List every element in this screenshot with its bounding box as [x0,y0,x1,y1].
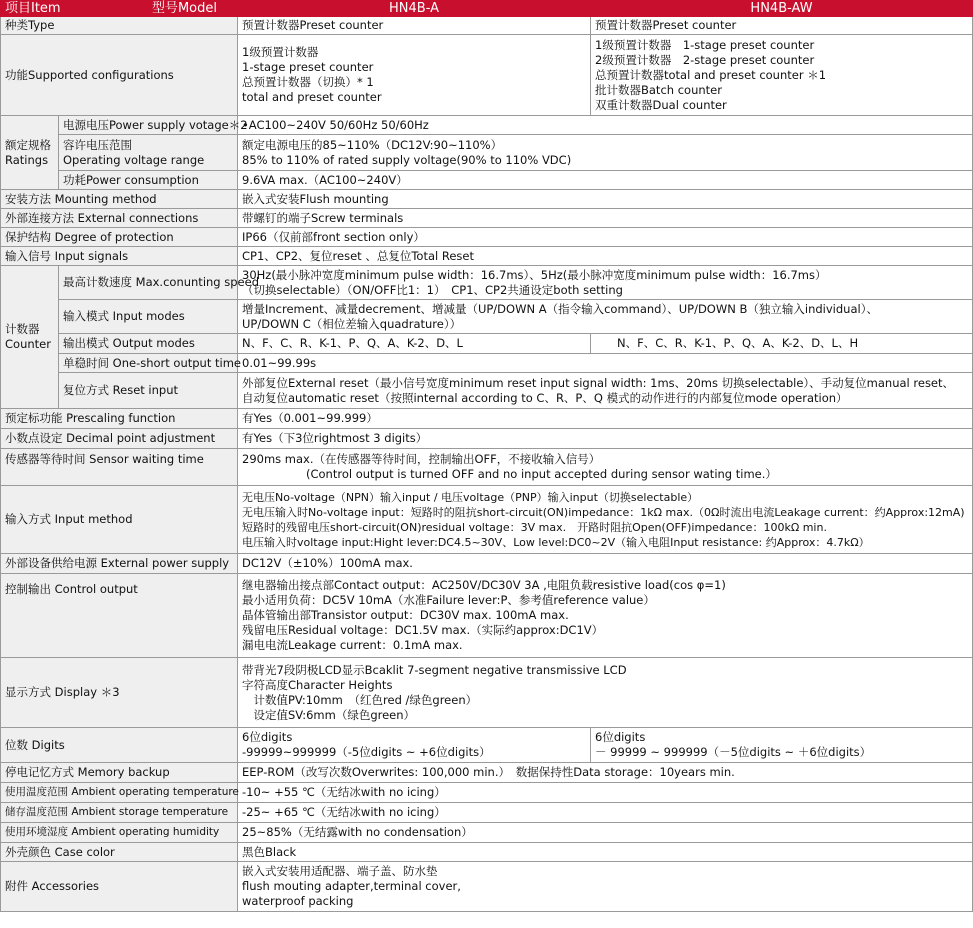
one-shot-value: 0.01~99.99s [238,354,973,373]
input-modes-label: 输入模式 Input modes [59,300,238,334]
decimal-point-label: 小数点设定 Decimal point adjustment [1,429,238,449]
accessories-label: 附件 Accessories [1,862,238,912]
type-label: 种类Type [1,17,238,35]
sensor-waiting-label: 传感器等待时间 Sensor waiting time [1,449,238,486]
header-item [1,1,238,17]
output-modes-label: 输出模式 Output modes [59,334,238,354]
row-amb-op-temp [1,783,973,803]
header-model-aw: HN4B-AW [591,1,973,17]
accessories-value [238,862,973,912]
voltage-range-value [238,135,973,171]
case-color-value: 黑色Black [238,843,973,862]
func-aw-line: 总预置计数器total and preset counter ＊1 [595,67,827,82]
counter-label [1,266,59,409]
header-model-a: HN4B-A [238,1,591,17]
row-output-modes [1,334,973,354]
digits-a-line: -99999~999999（-5位digits ~ +6位digits） [242,745,491,759]
row-prescaling [1,409,973,429]
prescaling-label: 预定标功能 Prescaling function [1,409,238,429]
mounting-value: 嵌入式安装Flush mounting [238,190,973,209]
input-signals-label: 输入信号 Input signals [1,247,238,266]
control-output-line: 继电器输出接点部Contact output：AC250V/DC30V 3A ,电阻负载resistive load(cos φ=1) [242,578,726,592]
func-a-line: total and preset counter [242,90,382,104]
power-consumption-value: 9.6VA max.（AC100~240V） [238,171,973,190]
func-aw-line: 批计数器Batch counter [595,82,722,97]
display-line: 字符高度Character Heights [242,677,393,692]
row-accessories [1,862,973,912]
memory-value: EEP-ROM（改写次数Overwrites: 100,000 min.） 数据保持性Data storage：10years min. [238,763,973,783]
control-output-line: 漏电电流Leakage current：0.1mA max. [242,638,463,652]
row-input-modes [1,300,973,334]
row-external-connections [1,209,973,228]
func-aw-line: 2级预置计数器 2-stage preset counter [595,52,815,67]
display-line: 计数值PV:10mm （红色red /绿色green） [242,692,478,707]
row-control-output [1,574,973,658]
amb-op-temp-label: 使用温度范围 Ambient operating temperature [1,783,238,803]
func-aw-line: 双重计数器Dual counter [595,97,727,112]
input-method-line: 短路时的残留电压short-circuit(ON)residual voltage：3V max. 开路时阻抗Open(OFF)impedance：100kΩ min. [242,520,827,534]
row-mounting [1,190,973,209]
counting-speed-value [238,266,973,300]
func-a-line: 1-stage preset counter [242,60,374,74]
control-output-line: 最小适用负荷：DC5V 10mA（水准Failure lever:P、参考值reference value） [242,593,655,607]
header-item-label: 项目Item [5,1,61,16]
display-line: 带背光7段阴极LCD显示Bcaklit 7-segment negative transmissive LCD [242,662,627,677]
input-method-line: 无电压No-voltage（NPN）输入input / 电压voltage（PNP）输入input（切换selectable） [242,490,699,504]
power-supply-label: 电源电压Power supply votage＊2 [59,116,238,135]
counter-label-en: Counter [5,337,51,351]
amb-st-temp-label: 储存温度范围 Ambient storage temperature [1,803,238,823]
voltage-range-line: 额定电源电压的85~110%（DC12V:90~110%） [242,137,503,152]
func-a [238,35,591,116]
voltage-range-label [59,135,238,171]
reset-input-value [238,373,973,409]
input-method-line: 电压输入时voltage input:Hight lever:DC4.5~30V、Low level:DC0~2V（输入电阻Input resistance: 约Approx：4.7kΩ） [242,535,870,549]
row-external-power [1,554,973,574]
digits-aw [591,728,973,763]
display-label: 显示方式 Display ＊3 [1,658,238,728]
control-output-value [238,574,973,658]
control-output-label: 控制输出 Control output [1,574,238,658]
input-method-line: 无电压输入时No-voltage input：短路时的阻抗short-circuit(ON)impedance：1kΩ max.（0Ω时流出电流Leakage current：约Approx:12mA) [242,505,965,519]
reset-input-line: 外部复位External reset（最小信号宽度minimum reset input signal width: 1ms、20ms 切换selectable）、手动复位manual reset、 [242,375,955,390]
control-output-line: 晶体管输出部Transistor output：DC30V max. 100mA max. [242,608,569,622]
amb-st-temp-value: -25~ +65 ℃（无结冰with no icing） [238,803,973,823]
row-memory [1,763,973,783]
table-header-row [1,1,973,17]
display-line: 设定值SV:6mm（绿色green） [242,707,416,722]
protection-label: 保护结构 Degree of protection [1,228,238,247]
row-decimal-point [1,429,973,449]
output-modes-a: N、F、C、R、K-1、P、Q、A、K-2、D、L [238,334,591,354]
counting-speed-label: 最高计数速度 Max.conunting speed [59,266,238,300]
output-modes-aw: N、F、C、R、K-1、P、Q、A、K-2、D、L、H [591,334,973,354]
func-a-line: 总预置计数器（切换）* 1 [242,75,374,89]
voltage-range-label-en: Operating voltage range [63,152,205,167]
row-counting-speed [1,266,973,300]
one-shot-label: 单稳时间 One-short output time [59,354,238,373]
func-a-line: 1级预置计数器 [242,45,319,59]
type-a: 预置计数器Preset counter [238,17,591,35]
row-amb-st-temp [1,803,973,823]
row-sensor-waiting [1,449,973,486]
reset-input-label: 复位方式 Reset input [59,373,238,409]
accessories-line: 嵌入式安装用适配器、端子盖、防水垫 [242,864,438,878]
input-modes-line: 增量Increment、减量decrement、增减量（UP/DOWN A（指令输入command）、UP/DOWN B（独立输入individual）、 [242,301,878,316]
memory-label: 停电记忆方式 Memory backup [1,763,238,783]
row-digits [1,728,973,763]
input-method-label: 输入方式 Input method [1,486,238,554]
row-input-method [1,486,973,554]
external-power-value: DC12V（±10%）100mA max. [238,554,973,574]
accessories-line: waterproof packing [242,894,354,908]
row-input-signals [1,247,973,266]
row-display [1,658,973,728]
row-power-supply [1,116,973,135]
func-aw [591,35,973,116]
row-power-consumption [1,171,973,190]
sensor-waiting-value [238,449,973,486]
func-aw-line: 1级预置计数器 1-stage preset counter [595,37,815,52]
control-output-line: 残留电压Residual voltage：DC1.5V max.（实际约approx:DC1V） [242,623,604,637]
digits-a [238,728,591,763]
prescaling-value: 有Yes（0.001~99.999） [238,409,973,429]
input-modes-line: UP/DOWN C（相位差输入quadrature）） [242,316,462,331]
voltage-range-line: 85% to 110% of rated supply voltage(90% to 110% VDC) [242,152,572,167]
type-aw: 预置计数器Preset counter [591,17,973,35]
power-supply-value: •AC100~240V 50/60Hz 50/60Hz [238,116,973,135]
amb-op-temp-value: -10~ +55 ℃（无结冰with no icing） [238,783,973,803]
func-label: 功能Supported configurations [1,35,238,116]
amb-humidity-value: 25~85%（无结露with no condensation） [238,823,973,843]
row-amb-humidity [1,823,973,843]
counting-speed-line: 30Hz(最小脉冲宽度minimum pulse width：16.7ms）、5Hz(最小脉冲宽度minimum pulse width：16.7ms） [242,267,827,282]
reset-input-line: 自动复位automatic reset（按照internal according to C、R、P、Q 模式的动作进行的内部复位mode operation） [242,390,848,405]
row-one-shot [1,354,973,373]
input-modes-value [238,300,973,334]
counting-speed-line: （切换selectable）（ON/OFF比1：1） CP1、CP2共通设定both setting [242,282,623,297]
ratings-label-en: Ratings [5,152,49,167]
row-voltage-range [1,135,973,171]
case-color-label: 外壳颜色 Case color [1,843,238,862]
header-model-label: 型号Model [151,1,217,16]
row-function [1,35,973,116]
power-consumption-label: 功耗Power consumption [59,171,238,190]
digits-a-line: 6位digits [242,730,293,744]
digits-label: 位数 Digits [1,728,238,763]
external-power-label: 外部设备供给电源 External power supply [1,554,238,574]
display-value [238,658,973,728]
accessories-line: flush mouting adapter,terminal cover, [242,879,461,893]
sensor-waiting-line: 290ms max.（在传感器等待时间，控制输出OFF，不接收输入信号） [242,452,601,466]
row-reset-input [1,373,973,409]
protection-value: IP66（仅前部front section only） [238,228,973,247]
ratings-label [1,116,59,190]
ext-conn-label: 外部连接方法 External connections [1,209,238,228]
voltage-range-label-cn: 容许电压范围 [63,137,132,152]
amb-humidity-label: 使用环境湿度 Ambient operating humidity [1,823,238,843]
digits-aw-line: － 99999 ~ 999999（－5位digits ~ ＋6位digits） [595,745,872,759]
row-type [1,17,973,35]
digits-aw-line: 6位digits [595,730,646,744]
counter-label-cn: 计数器 [5,322,40,336]
sensor-waiting-line: (Control output is turned OFF and no input accepted during sensor wating time.） [306,467,777,481]
row-case-color [1,843,973,862]
ext-conn-value: 带螺钉的端子Screw terminals [238,209,973,228]
ratings-label-cn: 额定规格 [5,137,51,152]
input-signals-value: CP1、CP2、复位reset 、总复位Total Reset [238,247,973,266]
mounting-label: 安装方法 Mounting method [1,190,238,209]
input-method-value [238,486,973,554]
decimal-point-value: 有Yes（下3位rightmost 3 digits） [238,429,973,449]
row-protection [1,228,973,247]
